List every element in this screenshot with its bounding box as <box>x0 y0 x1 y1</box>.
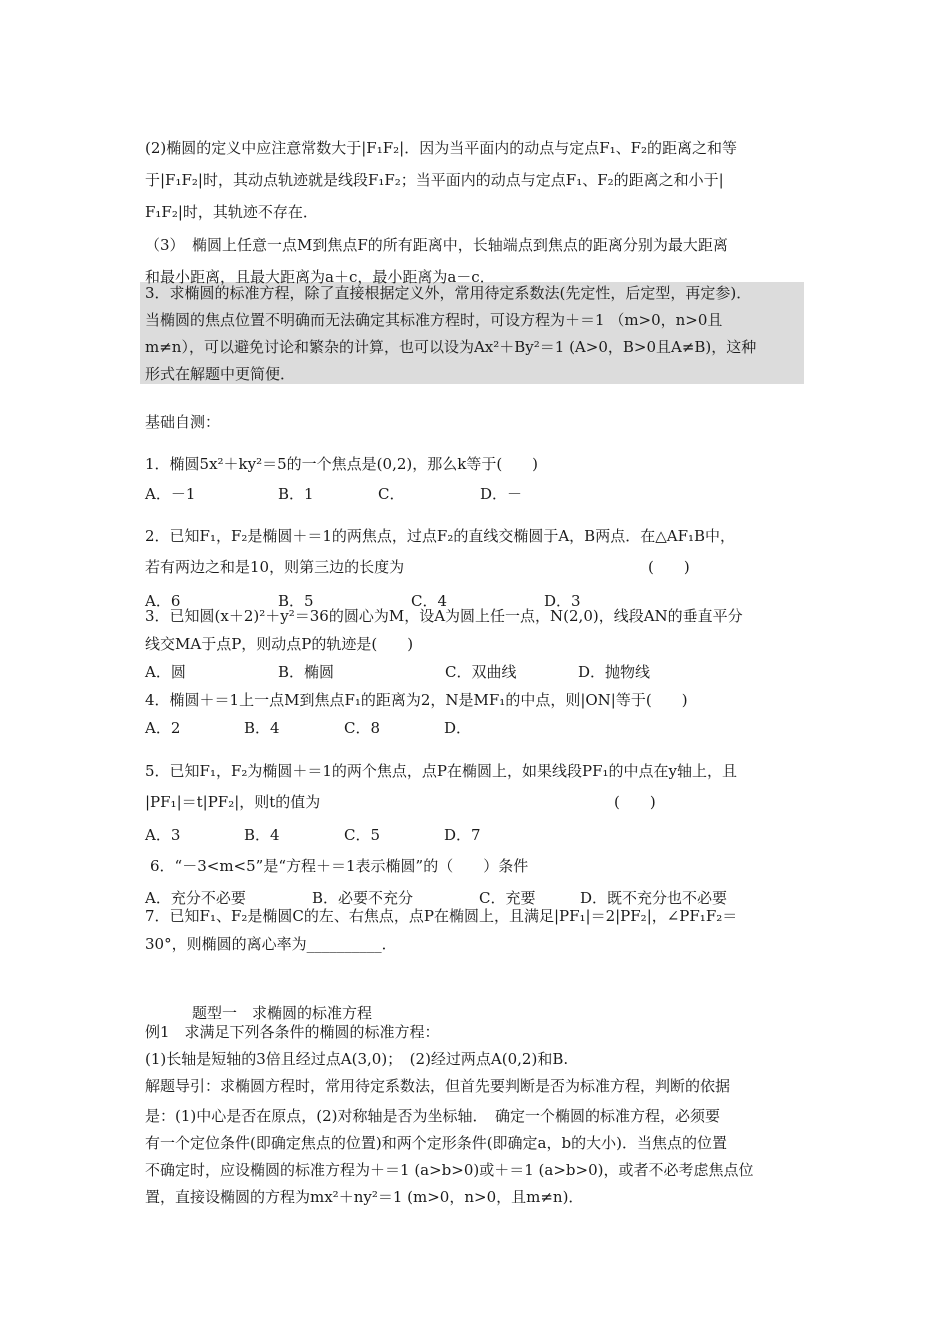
guide-line-1: 解题导引：求椭圆方程时，常用待定系数法，但首先要判断是否为标准方程，判断的依据 <box>145 1077 731 1095</box>
std-line-4: 形式在解题中更简便． <box>145 365 296 383</box>
def2-line-1: (2)椭圆的定义中应注意常数大于|F₁F₂|．因为当平面内的动点与定点F₁、F₂的距离之和等 <box>145 139 738 157</box>
q6-stem: 6．“－3<m<5”是“方程＋＝1表示椭圆”的（ ）条件 <box>150 857 529 875</box>
q3-option-d: D．抛物线 <box>578 663 651 681</box>
q4-option-d: D． <box>444 719 472 737</box>
q3-line-2: 线交MA于点P，则动点P的轨迹是( ) <box>145 635 414 653</box>
q5-option-c: C．5 <box>344 826 381 844</box>
q1-option-d: D．－ <box>480 485 523 503</box>
q4-option-b: B．4 <box>244 719 280 737</box>
guide-line-5: 置，直接设椭圆的方程为mx²＋ny²＝1 (m>0，n>0，且m≠n)． <box>145 1188 584 1206</box>
q5-option-d: D．7 <box>444 826 481 844</box>
guide-line-3: 有一个定位条件(即确定焦点的位置)和两个定形条件(即确定a，b的大小)．当焦点的位置 <box>145 1134 727 1152</box>
q3-option-c: C．双曲线 <box>445 663 517 681</box>
q2-line-2: 若有两边之和是10，则第三边的长度为 <box>145 558 405 576</box>
q6-option-d: D．既不充分也不必要 <box>580 889 728 907</box>
q6-option-b: B．必要不充分 <box>312 889 414 907</box>
q1-option-c: C． <box>378 485 405 503</box>
def3-line-2: 和最小距离，且最大距离为a＋c，最小距离为a－c． <box>145 268 495 286</box>
guide-line-4: 不确定时，应设椭圆的标准方程为＋＝1 (a>b>0)或＋＝1 (a>b>0)，或者不必考虑焦点位 <box>145 1161 754 1179</box>
example1-items: (1)长轴是短轴的3倍且经过点A(3,0)； (2)经过两点A(0,2)和B. <box>145 1050 569 1068</box>
def2-line-2: 于|F₁F₂|时，其动点轨迹就是线段F₁F₂；当平面内的动点与定点F₁、F₂的距离之和小于| <box>145 171 724 189</box>
def2-line-3: F₁F₂|时，其轨迹不存在． <box>145 203 318 221</box>
q4-option-a: A．2 <box>145 719 181 737</box>
q7-line-2: 30°，则椭圆的离心率为__________． <box>145 935 397 953</box>
std-line-2: 当椭圆的焦点位置不明确而无法确定其标准方程时，可设方程为＋＝1 （m>0，n>0且 <box>145 311 723 329</box>
q5-answer-bracket: ( ) <box>614 793 656 811</box>
q3-line-1: 3．已知圆(x＋2)²＋y²＝36的圆心为M，设A为圆上任一点，N(2,0)，线段AN的垂直平分 <box>145 607 743 625</box>
q3-option-a: A．圆 <box>145 663 186 681</box>
q2-answer-bracket: ( ) <box>648 558 690 576</box>
q6-option-c: C．充要 <box>479 889 536 907</box>
q2-line-1: 2．已知F₁，F₂是椭圆＋＝1的两焦点，过点F₂的直线交椭圆于A，B两点．在△AF₁B中， <box>145 527 736 545</box>
def3-line-1: （3） 椭圆上任意一点M到焦点F的所有距离中，长轴端点到焦点的距离分别为最大距离 <box>145 236 728 254</box>
q2-option-c: C．4 <box>411 592 448 610</box>
q2-option-a: A．6 <box>145 592 181 610</box>
q2-option-d: D．3 <box>544 592 581 610</box>
type1-title: 题型一 求椭圆的标准方程 <box>192 1004 373 1022</box>
q5-line-2: |PF₁|＝t|PF₂|，则t的值为 <box>145 793 321 811</box>
example1-title: 例1 求满足下列各条件的椭圆的标准方程： <box>145 1023 440 1041</box>
section-title: 基础自测： <box>145 413 221 431</box>
q5-option-a: A．3 <box>145 826 181 844</box>
q5-line-1: 5．已知F₁，F₂为椭圆＋＝1的两个焦点，点P在椭圆上，如果线段PF₁的中点在y轴上，且 <box>145 762 738 780</box>
q1-option-a: A．－1 <box>145 485 196 503</box>
q1-stem: 1．椭圆5x²＋ky²＝5的一个焦点是(0,2)，那么k等于( ) <box>145 455 539 473</box>
q7-line-1: 7．已知F₁、F₂是椭圆C的左、右焦点，点P在椭圆上，且满足|PF₁|＝2|PF₂|，∠PF₁F₂＝ <box>145 907 738 925</box>
q4-option-c: C．8 <box>344 719 381 737</box>
q1-option-b: B．1 <box>278 485 314 503</box>
q6-option-a: A．充分不必要 <box>145 889 246 907</box>
q5-option-b: B．4 <box>244 826 280 844</box>
guide-line-2: 是：(1)中心是否在原点，(2)对称轴是否为坐标轴． 确定一个椭圆的标准方程，必须要 <box>145 1107 720 1125</box>
std-line-1: 3．求椭圆的标准方程，除了直接根据定义外，常用待定系数法(先定性，后定型，再定参)． <box>145 284 752 302</box>
q3-option-b: B．椭圆 <box>278 663 335 681</box>
q2-option-b: B．5 <box>278 592 314 610</box>
std-line-3: m≠n），可以避免讨论和繁杂的计算，也可以设为Ax²＋By²＝1 (A>0，B>0且A≠B)，这种 <box>145 338 757 356</box>
q4-stem: 4．椭圆＋＝1上一点M到焦点F₁的距离为2，N是MF₁的中点，则|ON|等于( ) <box>145 691 688 709</box>
